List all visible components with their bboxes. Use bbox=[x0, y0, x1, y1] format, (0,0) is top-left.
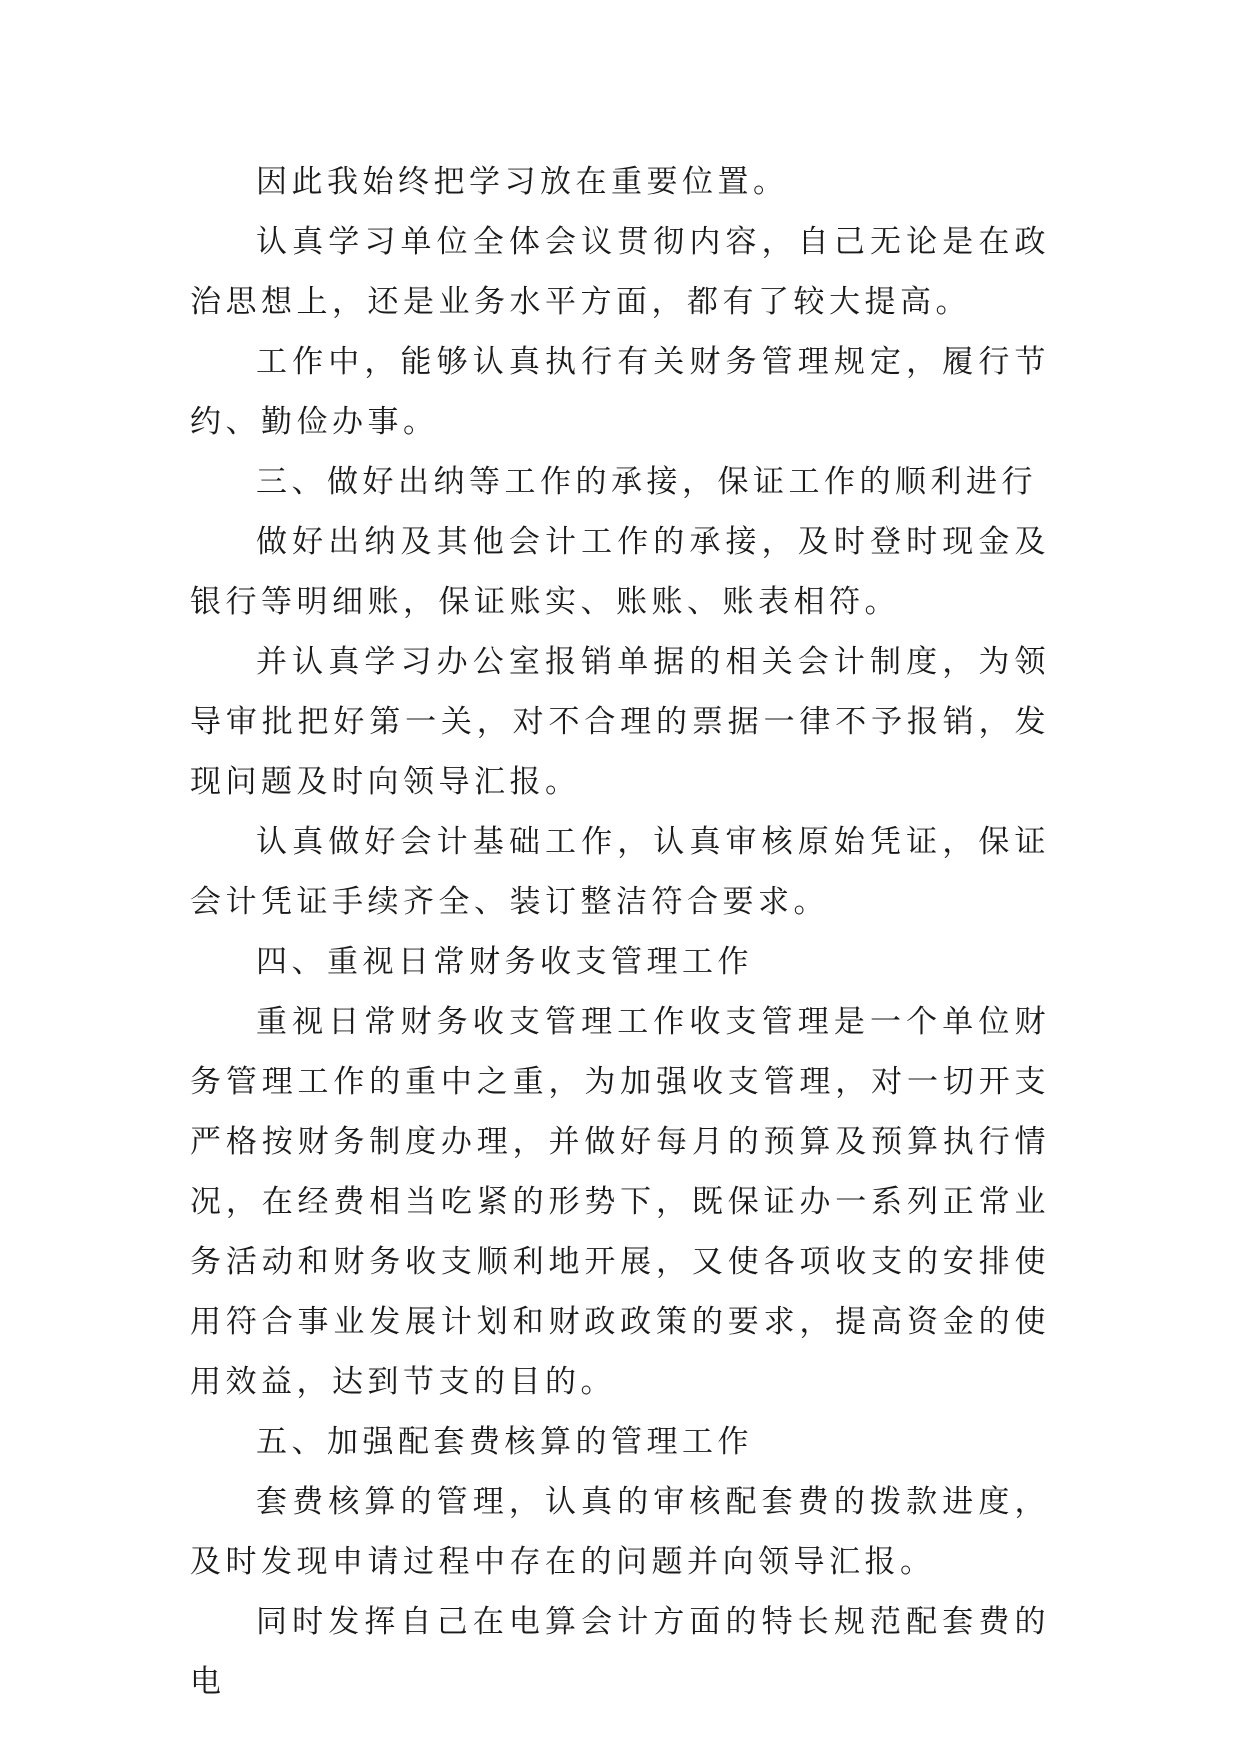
document-body bbox=[190, 152, 1050, 1712]
paragraph: 并认真学习办公室报销单据的相关会计制度，为领导审批把好第一关，对不合理的票据一律不予报销，发现问题及时向领导汇报。 bbox=[190, 644, 1050, 800]
section-heading: 四、重视日常财务收支管理工作 bbox=[256, 944, 753, 980]
paragraph: 同时发挥自己在电算会计方面的特长规范配套费的电 bbox=[190, 1604, 1050, 1700]
paragraph: 认真做好会计基础工作，认真审核原始凭证，保证会计凭证手续齐全、装订整洁符合要求。 bbox=[190, 824, 1050, 920]
paragraph: 因此我始终把学习放在重要位置。 bbox=[256, 164, 789, 200]
paragraph: 套费核算的管理，认真的审核配套费的拨款进度，及时发现申请过程中存在的问题并向领导汇报。 bbox=[190, 1484, 1050, 1580]
paragraph: 认真学习单位全体会议贯彻内容，自己无论是在政治思想上，还是业务水平方面，都有了较大提高。 bbox=[190, 224, 1050, 320]
paragraph: 做好出纳及其他会计工作的承接，及时登时现金及银行等明细账，保证账实、账账、账表相符。 bbox=[190, 524, 1050, 620]
section-heading: 五、加强配套费核算的管理工作 bbox=[256, 1424, 753, 1460]
paragraph: 工作中，能够认真执行有关财务管理规定，履行节约、勤俭办事。 bbox=[190, 344, 1050, 440]
paragraph: 重视日常财务收支管理工作收支管理是一个单位财务管理工作的重中之重，为加强收支管理，对一切开支严格按财务制度办理，并做好每月的预算及预算执行情况，在经费相当吃紧的形势下，既保证办一系列正常业务活动和财务收支顺利地开展，又使各项收支的安排使用符合事业发展计划和财政政策的要求，提高资金的使用效益，达到节支的目的。 bbox=[190, 1004, 1050, 1400]
section-heading: 三、做好出纳等工作的承接，保证工作的顺利进行 bbox=[256, 464, 1037, 500]
